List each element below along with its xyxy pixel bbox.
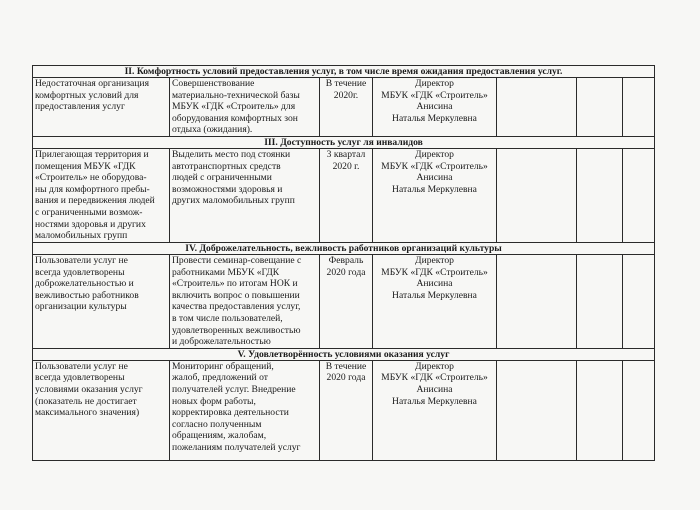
measure-cell bbox=[170, 148, 320, 242]
cell-text-line: В течение bbox=[325, 78, 367, 89]
cell-text-line: включить вопрос о повышении bbox=[172, 289, 300, 301]
cell-text-line: Анисина bbox=[416, 383, 453, 395]
cell-text-line: условиями оказания услуг bbox=[35, 383, 143, 395]
cell-text-line: Анисина bbox=[416, 278, 453, 290]
cell-text-line: Директор bbox=[415, 78, 454, 89]
empty-cell bbox=[577, 254, 623, 348]
cell-text-line: новых форм работы, bbox=[172, 395, 256, 407]
table-row bbox=[33, 360, 655, 460]
cell-text-line: всегда удовлетворены bbox=[35, 372, 125, 384]
cell-text-line: Анисина bbox=[416, 172, 453, 184]
cell-text-line: 2020 года bbox=[326, 372, 366, 384]
cell-text-line: всегда удовлетворены bbox=[35, 266, 125, 278]
cell-text-line: В течение bbox=[325, 360, 367, 372]
deadline-cell bbox=[320, 78, 373, 137]
cell-text-line: (показатель не достигает bbox=[35, 395, 137, 407]
responsible-cell bbox=[373, 360, 497, 460]
deadline-cell bbox=[320, 360, 373, 460]
measure-cell bbox=[170, 78, 320, 137]
cell-text-line: работниками МБУК «ГДК bbox=[172, 266, 280, 278]
cell-text-line: оборудования комфортных зон bbox=[172, 112, 298, 124]
empty-cell bbox=[497, 360, 577, 460]
empty-cell bbox=[577, 360, 623, 460]
empty-cell bbox=[497, 254, 577, 348]
cell-text-line: «Строитель» не оборудова- bbox=[35, 172, 147, 184]
responsible-cell bbox=[373, 78, 497, 137]
cell-text-line: Совершенствование bbox=[172, 78, 255, 89]
table-row bbox=[33, 78, 655, 137]
cell-text-line: МБУК «ГДК «Строитель» bbox=[381, 89, 488, 101]
section-heading: II. Комфортность условий предоставления услуг, в том числе время ожидания предоставления услуг. bbox=[33, 66, 655, 78]
cell-text-line: Пользователи услуг не bbox=[35, 254, 128, 266]
empty-cell bbox=[623, 78, 655, 137]
problem-cell bbox=[33, 254, 170, 348]
cell-text-line: помещения МБУК «ГДК bbox=[35, 160, 136, 172]
cell-text-line: предоставления услуг bbox=[35, 101, 125, 113]
empty-cell bbox=[577, 148, 623, 242]
problem-cell bbox=[33, 360, 170, 460]
cell-text-line: корректировка деятельности bbox=[172, 407, 289, 419]
cell-text-line: Наталья Меркулевна bbox=[392, 183, 477, 195]
cell-text-line: Анисина bbox=[416, 101, 453, 113]
cell-text-line: других маломобильных групп bbox=[172, 195, 295, 207]
section-heading: IV. Доброжелательность, вежливость работников организаций культуры bbox=[33, 242, 655, 254]
measure-cell bbox=[170, 254, 320, 348]
cell-text-line: людей с ограниченными bbox=[172, 172, 272, 184]
cell-text-line: Наталья Меркулевна bbox=[392, 289, 477, 301]
cell-text-line: обращениям, жалобам, bbox=[172, 430, 267, 442]
problem-cell bbox=[33, 148, 170, 242]
responsible-cell bbox=[373, 148, 497, 242]
improvement-plan-table bbox=[32, 65, 655, 461]
responsible-cell bbox=[373, 254, 497, 348]
cell-text-line: Директор bbox=[415, 148, 454, 160]
cell-text-line: Директор bbox=[415, 254, 454, 266]
cell-text-line: Провести семинар-совещание с bbox=[172, 254, 302, 266]
cell-text-line: получателей услуг. Внедрение bbox=[172, 383, 296, 395]
deadline-cell bbox=[320, 254, 373, 348]
cell-text-line: Февраль bbox=[328, 254, 364, 266]
cell-text-line: в том числе пользователей, bbox=[172, 312, 283, 324]
empty-cell bbox=[623, 360, 655, 460]
table-row bbox=[33, 254, 655, 348]
cell-text-line: согласно полученным bbox=[172, 418, 262, 430]
cell-text-line: «Строитель» по итогам НОК и bbox=[172, 278, 298, 290]
cell-text-line: Наталья Меркулевна bbox=[392, 395, 477, 407]
cell-text-line: Директор bbox=[415, 360, 454, 372]
empty-cell bbox=[623, 148, 655, 242]
cell-text-line: доброжелательностью и bbox=[35, 278, 134, 290]
section-heading: III. Доступность услуг ля инвалидов bbox=[33, 136, 655, 148]
cell-text-line: маломобильных групп bbox=[35, 230, 128, 242]
cell-text-line: вежливостью работников bbox=[35, 289, 139, 301]
deadline-cell bbox=[320, 148, 373, 242]
measure-cell bbox=[170, 360, 320, 460]
cell-text-line: возможностями здоровья и bbox=[172, 183, 283, 195]
cell-text-line: Выделить место под стоянки bbox=[172, 148, 291, 160]
cell-text-line: материально-технической базы bbox=[172, 89, 300, 101]
empty-cell bbox=[497, 148, 577, 242]
cell-text-line: с ограниченными возмож- bbox=[35, 206, 143, 218]
cell-text-line: МБУК «ГДК «Строитель» bbox=[381, 372, 488, 384]
cell-text-line: 2020 г. bbox=[332, 160, 360, 172]
cell-text-line: Наталья Меркулевна bbox=[392, 112, 477, 124]
cell-text-line: и доброжелательностью bbox=[172, 336, 271, 348]
cell-text-line: вания и передвижения людей bbox=[35, 195, 155, 207]
cell-text-line: организации культуры bbox=[35, 301, 127, 313]
cell-text-line: ностями здоровья и других bbox=[35, 218, 146, 230]
cell-text-line: качества предоставления услуг, bbox=[172, 301, 301, 313]
problem-cell bbox=[33, 78, 170, 137]
cell-text-line: максимального значения) bbox=[35, 407, 140, 419]
cell-text-line: Прилегающая территория и bbox=[35, 148, 149, 160]
cell-text-line: Пользователи услуг не bbox=[35, 360, 128, 372]
cell-text-line: 3 квартал bbox=[326, 148, 366, 160]
empty-cell bbox=[623, 254, 655, 348]
empty-cell bbox=[577, 78, 623, 137]
cell-text-line: удовлетворенных вежливостью bbox=[172, 324, 301, 336]
section-heading: V. Удовлетворённость условиями оказания услуг bbox=[33, 348, 655, 360]
cell-text-line: МБУК «ГДК «Строитель» для bbox=[172, 101, 296, 113]
cell-text-line: отдыха (ожидания). bbox=[172, 124, 253, 136]
cell-text-line: Недостаточная организация bbox=[35, 78, 149, 89]
empty-cell bbox=[497, 78, 577, 137]
cell-text-line: 2020 года bbox=[326, 266, 366, 278]
cell-text-line: жалоб, предложений от bbox=[172, 372, 268, 384]
cell-text-line: 2020г. bbox=[333, 89, 359, 101]
table-row bbox=[33, 148, 655, 242]
cell-text-line: ны для комфортного пребы- bbox=[35, 183, 150, 195]
cell-text-line: МБУК «ГДК «Строитель» bbox=[381, 266, 488, 278]
cell-text-line: пожеланиям получателей услуг bbox=[172, 441, 301, 453]
cell-text-line: комфортных условий для bbox=[35, 89, 139, 101]
cell-text-line: автотранспортных средств bbox=[172, 160, 281, 172]
cell-text-line: Мониторинг обращений, bbox=[172, 360, 274, 372]
cell-text-line: МБУК «ГДК «Строитель» bbox=[381, 160, 488, 172]
